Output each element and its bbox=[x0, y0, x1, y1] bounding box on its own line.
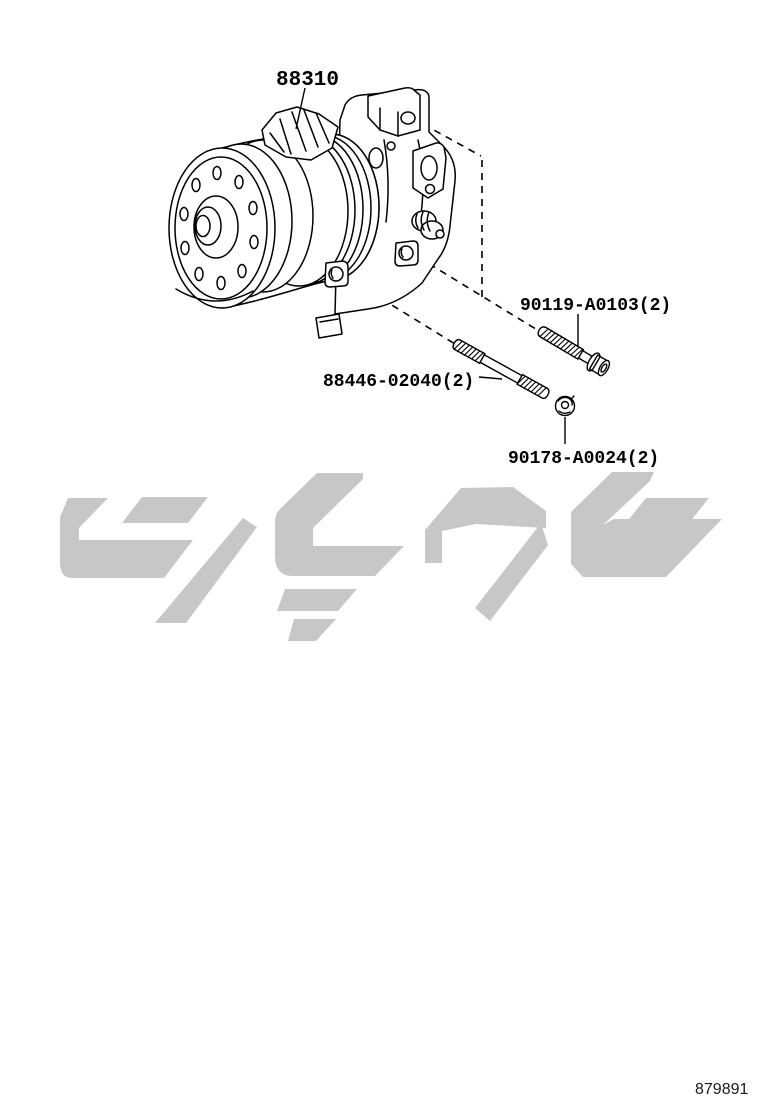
bolt-drawing-90119 bbox=[534, 321, 612, 378]
part-label-bolt: 90119-A0103(2) bbox=[520, 296, 672, 316]
figure-number: 879891 bbox=[695, 1081, 749, 1098]
watermark-logo bbox=[60, 472, 722, 641]
part-label-nut: 90178-A0024(2) bbox=[508, 449, 660, 469]
part-label-stud: 88446-02040(2) bbox=[323, 372, 475, 392]
compressor-drawing-88310 bbox=[169, 88, 455, 338]
part-label-compressor: 88310 bbox=[276, 69, 340, 92]
nut-drawing-90178 bbox=[556, 396, 575, 416]
